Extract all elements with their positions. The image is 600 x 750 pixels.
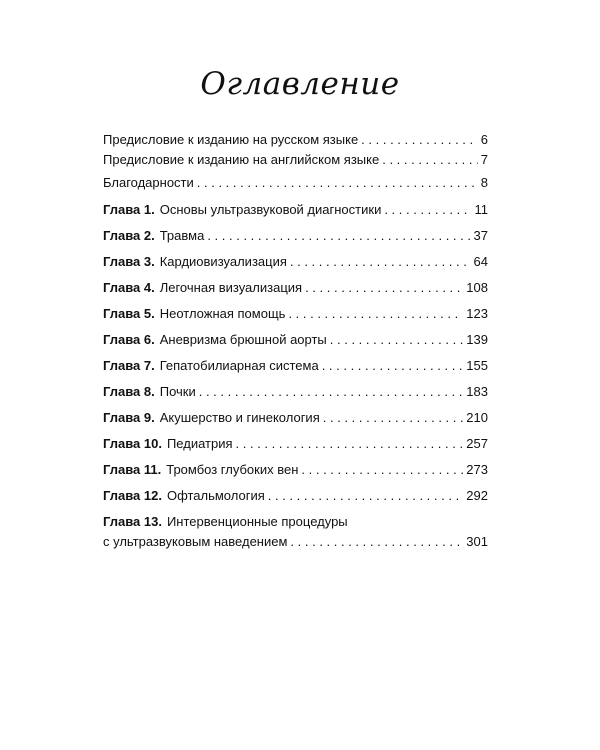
toc-entry-text: Основы ультразвуковой диагностики	[159, 202, 382, 217]
toc-entry-page: 123	[466, 306, 488, 321]
dot-leader	[330, 330, 464, 350]
chapter-number: Глава 5.	[103, 306, 155, 321]
toc-entry-chapter-11[interactable]	[103, 460, 488, 480]
toc-entry-preface-russian[interactable]	[103, 130, 488, 150]
toc-entry-chapter-2[interactable]	[103, 226, 488, 246]
toc-entry-chapter-10[interactable]	[103, 434, 488, 454]
chapter-number: Глава 4.	[103, 280, 155, 295]
toc-entry-page: 301	[466, 534, 488, 549]
chapter-number: Глава 3.	[103, 254, 155, 269]
toc-entry-page: 292	[466, 488, 488, 503]
toc-entry-page: 37	[473, 228, 488, 243]
toc-entry-text-continued: с ультразвуковым наведением	[103, 534, 288, 549]
dot-leader	[384, 200, 471, 220]
toc-entry-chapter-4[interactable]	[103, 278, 488, 298]
toc-entry-chapter-1[interactable]	[103, 200, 488, 220]
toc-entry-text: Легочная визуализация	[159, 280, 303, 295]
toc-entry-chapter-13[interactable]	[103, 512, 488, 552]
chapter-number: Глава 10.	[103, 436, 162, 451]
toc-entry-text: Акушерство и гинекология	[159, 410, 320, 425]
dot-leader	[207, 226, 470, 246]
toc-entry-page: 257	[466, 436, 488, 451]
dot-leader	[236, 434, 464, 454]
toc-entry-chapter-3[interactable]	[103, 252, 488, 272]
toc-entry-text: Предисловие к изданию на русском языке	[103, 132, 359, 147]
toc-entry-chapter-9[interactable]	[103, 408, 488, 428]
chapter-number: Глава 1.	[103, 202, 155, 217]
dot-leader	[382, 150, 478, 170]
toc-entry-page: 155	[466, 358, 488, 373]
toc-entry-text: Офтальмология	[166, 488, 265, 503]
toc-entry-chapter-5[interactable]	[103, 304, 488, 324]
chapter-number: Глава 12.	[103, 488, 162, 503]
dot-leader	[199, 382, 464, 402]
chapter-number: Глава 7.	[103, 358, 155, 373]
dot-leader	[305, 278, 463, 298]
toc-entry-chapter-6[interactable]	[103, 330, 488, 350]
toc-entry-text: Кардиовизуализация	[159, 254, 287, 269]
toc-entry-text: Педиатрия	[166, 436, 233, 451]
toc-entry-chapter-12[interactable]	[103, 486, 488, 506]
toc-entry-page: 108	[466, 280, 488, 295]
toc-entry-page: 11	[474, 202, 488, 217]
chapter-number: Глава 2.	[103, 228, 155, 243]
toc-entry-page: 6	[480, 132, 488, 147]
chapter-number: Глава 8.	[103, 384, 155, 399]
dot-leader	[322, 356, 464, 376]
toc-entry-page: 64	[473, 254, 488, 269]
dot-leader	[268, 486, 464, 506]
toc-entry-text: Предисловие к изданию на английском языке	[103, 152, 380, 167]
toc-entry-text: Аневризма брюшной аорты	[159, 332, 327, 347]
dot-leader	[301, 460, 463, 480]
toc-entry-second-line	[103, 532, 488, 552]
toc-entry-page: 7	[480, 152, 488, 167]
dot-leader	[290, 532, 463, 552]
toc-entry-text: Тромбоз глубоких вен	[166, 462, 299, 477]
toc-entry-acknowledgements[interactable]	[103, 173, 488, 193]
toc-entry-page: 273	[466, 462, 488, 477]
toc-entry-text: Почки	[159, 384, 196, 399]
toc-entry-text: Благодарности	[103, 175, 194, 190]
chapter-number: Глава 6.	[103, 332, 155, 347]
page-title: Оглавление	[200, 66, 400, 102]
dot-leader	[288, 304, 463, 324]
toc-entry-text: Интервенционные процедуры	[166, 514, 348, 529]
toc-entry-text: Гепатобилиарная система	[159, 358, 319, 373]
toc-entry-first-line	[103, 512, 348, 532]
toc-entry-text: Травма	[159, 228, 205, 243]
chapter-number: Глава 11.	[103, 462, 162, 477]
dot-leader	[197, 173, 478, 193]
toc-entry-page: 183	[466, 384, 488, 399]
dot-leader	[361, 130, 478, 150]
chapter-number: Глава 13.	[103, 514, 162, 529]
dot-leader	[323, 408, 464, 428]
toc-entry-chapter-8[interactable]	[103, 382, 488, 402]
toc-entry-page: 210	[466, 410, 488, 425]
toc-entry-text: Неотложная помощь	[159, 306, 286, 321]
toc-entry-chapter-7[interactable]	[103, 356, 488, 376]
toc-entry-page: 139	[466, 332, 488, 347]
toc-entry-page: 8	[480, 175, 488, 190]
chapter-number: Глава 9.	[103, 410, 155, 425]
dot-leader	[290, 252, 471, 272]
toc-entry-preface-english[interactable]	[103, 150, 488, 170]
